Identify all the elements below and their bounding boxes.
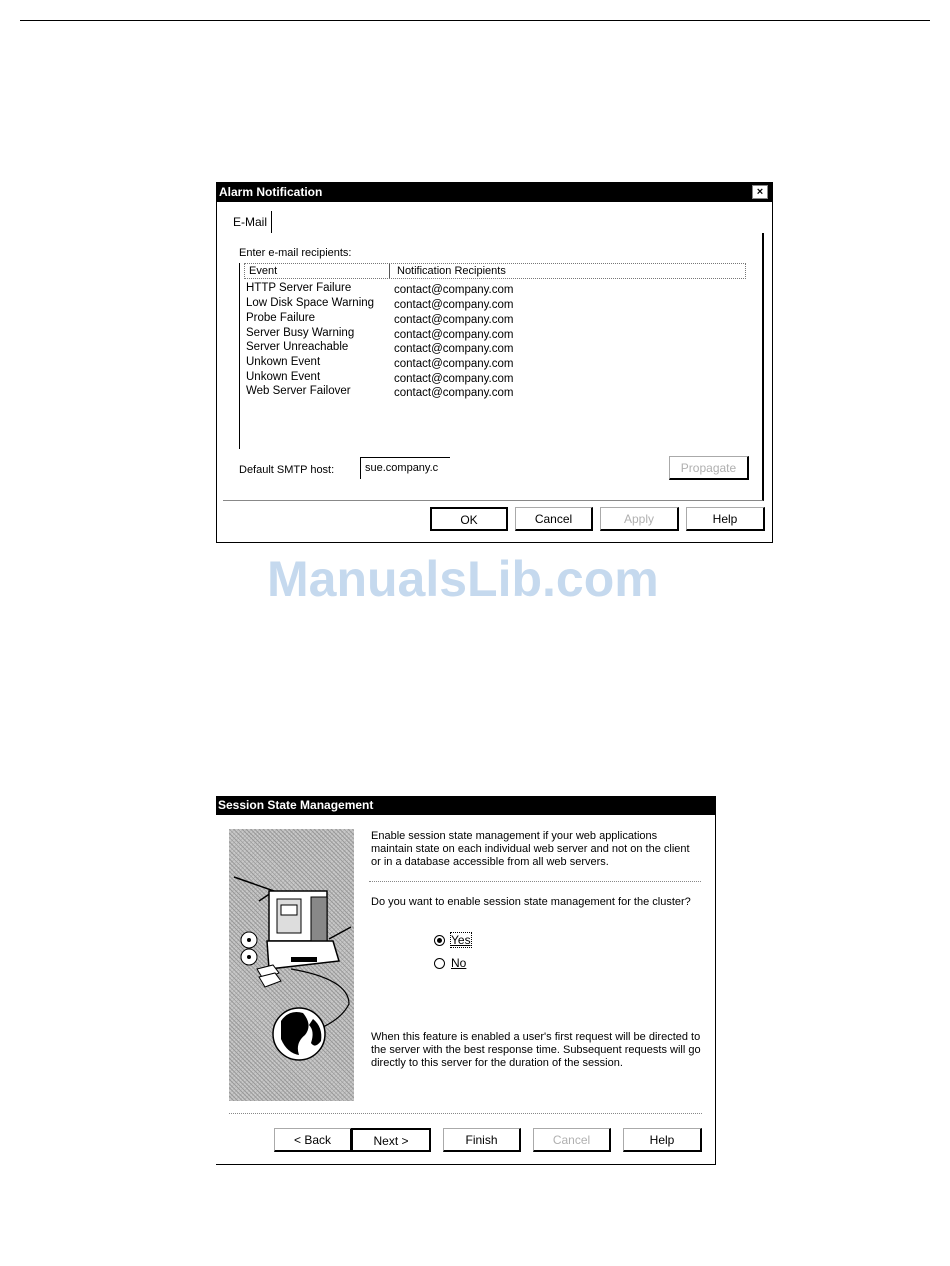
recipients-cell: contact@company.com bbox=[394, 387, 514, 399]
no-radio-label[interactable] bbox=[451, 956, 466, 970]
column-divider[interactable] bbox=[389, 264, 390, 278]
list-header bbox=[244, 263, 746, 279]
event-cell: Unkown Event bbox=[246, 356, 321, 368]
event-cell: Server Unreachable bbox=[246, 341, 349, 353]
table-row[interactable] bbox=[246, 356, 741, 371]
event-cell: Probe Failure bbox=[246, 312, 316, 324]
tab-email[interactable]: E-Mail bbox=[229, 211, 272, 233]
next-button[interactable]: Next > bbox=[351, 1128, 431, 1152]
table-row[interactable] bbox=[246, 282, 741, 297]
smtp-host-label: Default SMTP host: bbox=[239, 464, 335, 476]
note-text: When this feature is enabled a user's first request will be directed to the server with the best response time. Subsequent requests will go directly to this server for the duration of the session. bbox=[371, 1031, 701, 1069]
no-radio[interactable] bbox=[434, 958, 445, 969]
recipients-cell: contact@company.com bbox=[394, 329, 514, 341]
event-cell: Server Busy Warning bbox=[246, 327, 355, 339]
table-row[interactable] bbox=[246, 327, 741, 342]
table-row[interactable] bbox=[246, 371, 741, 386]
table-row[interactable] bbox=[246, 297, 741, 312]
session-dialog-titlebar bbox=[216, 796, 715, 815]
session-state-dialog bbox=[216, 796, 716, 1165]
smtp-host-input[interactable]: sue.company.c bbox=[360, 457, 450, 479]
yes-label-text: Yes bbox=[451, 933, 471, 947]
help-button[interactable]: Help bbox=[623, 1128, 702, 1152]
event-cell: Low Disk Space Warning bbox=[246, 297, 375, 309]
back-button[interactable]: < Back bbox=[274, 1128, 352, 1152]
recipients-list[interactable] bbox=[239, 263, 746, 449]
close-icon[interactable]: × bbox=[752, 185, 768, 199]
alarm-dialog-title: Alarm Notification bbox=[219, 185, 323, 199]
finish-button[interactable]: Finish bbox=[443, 1128, 521, 1152]
column-header-event[interactable]: Event bbox=[249, 265, 278, 277]
cancel-button[interactable]: Cancel bbox=[533, 1128, 611, 1152]
alarm-notification-dialog bbox=[216, 182, 773, 543]
propagate-button[interactable]: Propagate bbox=[669, 456, 749, 480]
table-row[interactable] bbox=[246, 341, 741, 356]
separator bbox=[369, 881, 701, 882]
event-cell: Web Server Failover bbox=[246, 385, 351, 397]
illustration-svg bbox=[229, 829, 354, 1101]
page-top-rule bbox=[20, 20, 930, 21]
question-text: Do you want to enable session state management for the cluster? bbox=[371, 896, 691, 908]
no-label-text: No bbox=[451, 956, 467, 970]
computer-network-illustration bbox=[229, 829, 354, 1101]
watermark: ManualsLib.com bbox=[267, 551, 659, 607]
table-row[interactable] bbox=[246, 385, 741, 400]
event-cell: Unkown Event bbox=[246, 371, 321, 383]
recipients-cell: contact@company.com bbox=[394, 343, 514, 355]
event-cell: HTTP Server Failure bbox=[246, 282, 352, 294]
recipients-label: Enter e-mail recipients: bbox=[239, 247, 352, 259]
ok-button[interactable]: OK bbox=[430, 507, 508, 531]
recipients-cell: contact@company.com bbox=[394, 314, 514, 326]
alarm-dialog-titlebar bbox=[217, 183, 772, 202]
intro-text: Enable session state management if your web applications maintain state on each individual web server and not on the client or in a database accessible from all web servers. bbox=[371, 830, 690, 868]
yes-radio-label[interactable] bbox=[451, 933, 471, 947]
recipients-cell: contact@company.com bbox=[394, 299, 514, 311]
session-dialog-title: Session State Management bbox=[218, 798, 374, 812]
column-header-recipients[interactable]: Notification Recipients bbox=[397, 265, 506, 277]
recipients-cell: contact@company.com bbox=[394, 358, 514, 370]
recipients-cell: contact@company.com bbox=[394, 284, 514, 296]
yes-radio[interactable] bbox=[434, 935, 445, 946]
table-row[interactable] bbox=[246, 312, 741, 327]
cancel-button[interactable]: Cancel bbox=[515, 507, 593, 531]
help-button[interactable]: Help bbox=[686, 507, 765, 531]
button-separator bbox=[229, 1113, 702, 1114]
recipients-cell: contact@company.com bbox=[394, 373, 514, 385]
apply-button[interactable]: Apply bbox=[600, 507, 679, 531]
